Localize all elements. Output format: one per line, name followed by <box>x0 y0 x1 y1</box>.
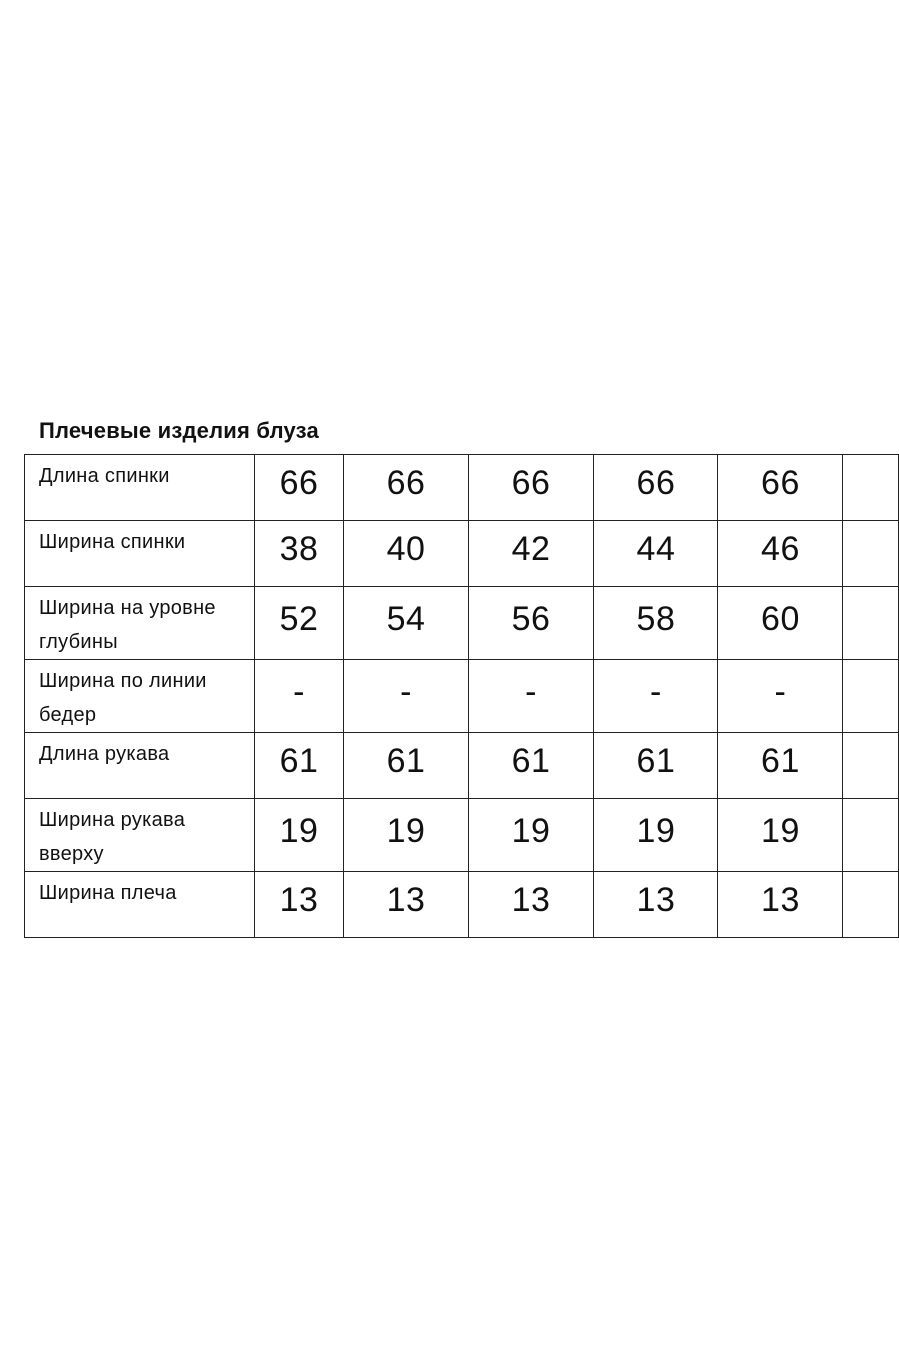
size-value-cell <box>344 733 468 799</box>
size-value-cell <box>254 455 344 521</box>
size-value-cell <box>843 733 899 799</box>
size-value: 66 <box>636 464 676 502</box>
size-value-cell <box>843 587 899 660</box>
size-value-cell <box>594 872 718 938</box>
size-value-cell <box>344 455 468 521</box>
row-label: Ширина по линии бедер <box>25 660 255 733</box>
size-value: - <box>400 672 412 711</box>
size-value: 61 <box>636 742 676 780</box>
size-value-cell <box>344 799 468 872</box>
size-value: 61 <box>761 742 800 780</box>
size-value-cell <box>718 660 843 733</box>
size-value-cell <box>594 733 718 799</box>
size-value-cell <box>718 733 843 799</box>
size-value: 13 <box>636 881 676 919</box>
row-label: Длина рукава <box>25 733 255 799</box>
table-row-back-length <box>25 455 899 521</box>
size-value: - <box>293 672 305 711</box>
row-label: Ширина на уровне глубины <box>25 587 255 660</box>
size-value: 66 <box>386 464 426 502</box>
row-label: Ширина рукава вверху <box>25 799 255 872</box>
size-value: 60 <box>761 599 800 638</box>
size-value-cell <box>468 455 594 521</box>
size-value-cell <box>718 455 843 521</box>
size-value: - <box>525 672 537 711</box>
size-value-cell <box>594 799 718 872</box>
size-value-cell <box>468 660 594 733</box>
size-value-cell <box>254 799 344 872</box>
size-value-cell <box>843 521 899 587</box>
size-value-cell <box>718 872 843 938</box>
table-row-shoulder-width <box>25 872 899 938</box>
table-row-width-at-depth <box>25 587 899 660</box>
size-value-cell <box>254 733 344 799</box>
size-value: 13 <box>511 881 551 919</box>
size-value-cell <box>843 660 899 733</box>
size-value: 19 <box>279 811 319 850</box>
row-label: Ширина плеча <box>25 872 255 938</box>
size-value-cell <box>718 521 843 587</box>
table-body <box>25 455 899 938</box>
table-row-hip-line-width <box>25 660 899 733</box>
table-row-sleeve-top-width <box>25 799 899 872</box>
size-value: 42 <box>511 530 551 568</box>
size-value-cell <box>344 521 468 587</box>
size-value-cell <box>468 521 594 587</box>
size-value: 58 <box>636 599 676 638</box>
size-value: 19 <box>511 811 551 850</box>
row-label: Длина спинки <box>25 455 255 521</box>
size-value-cell <box>718 799 843 872</box>
size-value: 66 <box>761 464 800 502</box>
size-value-cell <box>344 660 468 733</box>
size-value: 44 <box>636 530 676 568</box>
size-value: - <box>650 672 662 711</box>
size-value-cell <box>594 521 718 587</box>
size-value-cell <box>254 660 344 733</box>
size-value: 54 <box>386 599 426 638</box>
size-value-cell <box>468 799 594 872</box>
table-title: Плечевые изделия блуза <box>39 418 319 443</box>
size-value: 66 <box>511 464 551 502</box>
size-value: 19 <box>761 811 800 850</box>
size-value-cell <box>254 872 344 938</box>
size-value-cell <box>594 455 718 521</box>
size-value-cell <box>344 872 468 938</box>
size-value: 56 <box>511 599 551 638</box>
size-value-cell <box>468 733 594 799</box>
table-row-back-width <box>25 521 899 587</box>
size-value-cell <box>843 799 899 872</box>
size-value: 19 <box>636 811 676 850</box>
size-value-cell <box>843 872 899 938</box>
size-value: 13 <box>386 881 426 919</box>
size-value-cell <box>344 587 468 660</box>
size-value-cell <box>718 587 843 660</box>
size-value-cell <box>843 455 899 521</box>
size-value: 38 <box>279 530 319 568</box>
size-value: 40 <box>386 530 426 568</box>
size-value: - <box>774 672 787 711</box>
size-value: 46 <box>761 530 800 568</box>
measurements-table <box>24 454 899 938</box>
size-value: 61 <box>279 742 319 780</box>
size-value-cell <box>594 587 718 660</box>
size-value: 19 <box>386 811 426 850</box>
size-value: 61 <box>511 742 551 780</box>
size-value-cell <box>254 521 344 587</box>
size-value: 66 <box>279 464 319 502</box>
size-value-cell <box>594 660 718 733</box>
table-row-sleeve-length <box>25 733 899 799</box>
size-value-cell <box>468 872 594 938</box>
size-value: 13 <box>761 881 800 919</box>
size-value: 13 <box>279 881 319 919</box>
size-value: 52 <box>279 599 319 638</box>
size-value-cell <box>254 587 344 660</box>
size-value: 61 <box>386 742 426 780</box>
row-label: Ширина спинки <box>25 521 255 587</box>
size-value-cell <box>468 587 594 660</box>
